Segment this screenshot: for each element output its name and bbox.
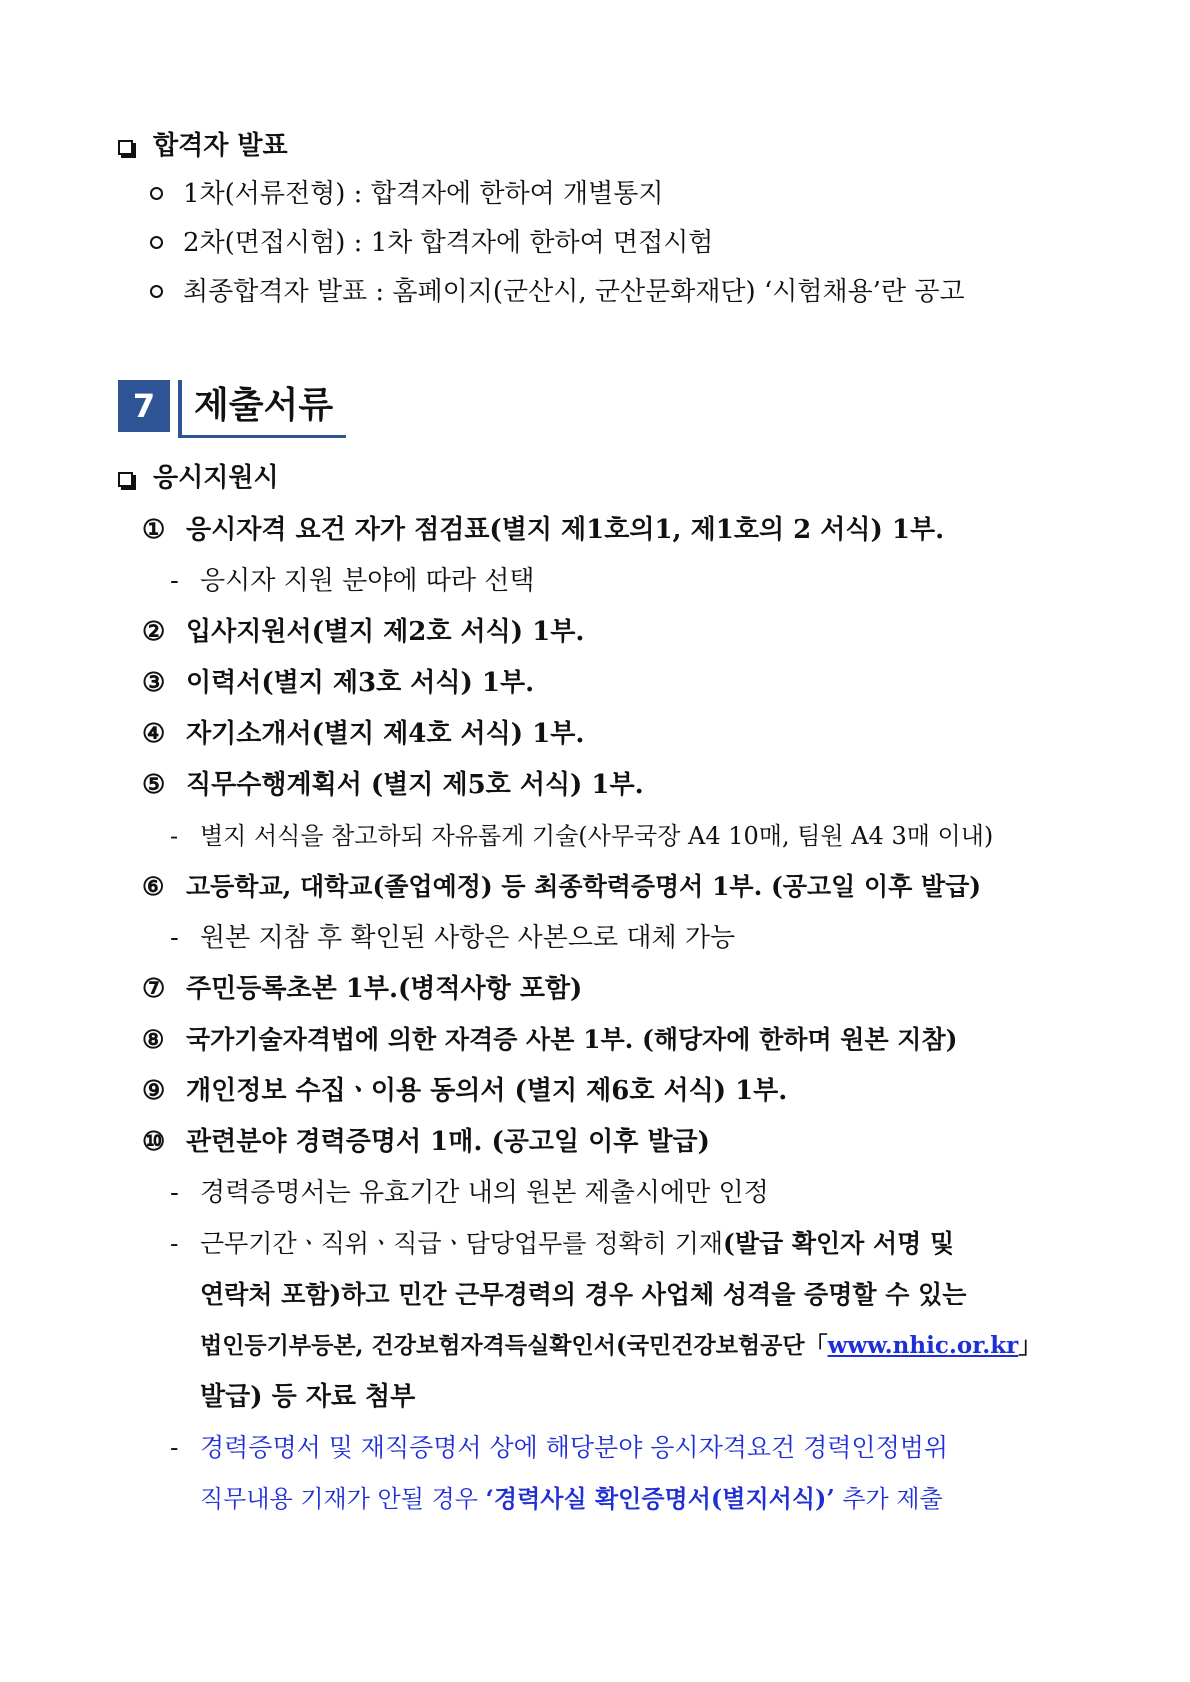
announce-item-1: 1차(서류전형) : 합격자에 한하여 개별통지 [150, 178, 664, 210]
doc-item-10-note-2: - 근무기간ㆍ직위ㆍ직급ㆍ담당업무를 정확히 기재(발급 확인자 서명 및 [170, 1229, 955, 1258]
circle-bullet-icon [150, 236, 163, 249]
doc-item-10-note-2-line-3: 법인등기부등본, 건강보험자격득실확인서(국민건강보험공단「www.nhic.or.kr」 [200, 1332, 1042, 1359]
doc-item-5-note: - 별지 서식을 참고하되 자유롭게 기술(사무국장 A4 10매, 팀원 A4 3매 이내) [170, 822, 994, 850]
section-underline [178, 435, 346, 438]
doc-item-5: ⑤ 직무수행계획서 (별지 제5호 서식) 1부. [142, 770, 644, 800]
doc-item-10-note-2-line-4: 발급) 등 자료 첨부 [200, 1382, 416, 1412]
checkbox-square-icon [118, 472, 133, 487]
doc-item-4: ④ 자기소개서(별지 제4호 서식) 1부. [142, 719, 585, 749]
section-heading [118, 380, 348, 432]
nhic-link[interactable]: www.nhic.or.kr [827, 1332, 1019, 1359]
doc-item-9: ⑨ 개인정보 수집ㆍ이용 동의서 (별지 제6호 서식) 1부. [142, 1076, 788, 1106]
doc-item-10: ⑩ 관련분야 경력증명서 1매. (공고일 이후 발급) [142, 1127, 710, 1157]
apply-header: 응시지원시 [118, 462, 279, 494]
section-title: 제출서류 [194, 385, 334, 426]
doc-item-3: ③ 이력서(별지 제3호 서식) 1부. [142, 668, 535, 698]
doc-item-10-note-3-line-2: 직무내용 기재가 안될 경우 ‘경력사실 확인증명서(별지서식)’ 추가 제출 [200, 1484, 943, 1513]
doc-item-8: ⑧ 국가기술자격법에 의한 자격증 사본 1부. (해당자에 한하며 원본 지참) [142, 1025, 958, 1054]
announce-item-3: 최종합격자 발표 : 홈페이지(군산시, 군산문화재단) ‘시험채용’란 공고 [150, 276, 965, 308]
doc-item-1-note: - 응시자 지원 분야에 따라 선택 [170, 566, 535, 596]
announce-item-2: 2차(면접시험) : 1차 합격자에 한하여 면접시험 [150, 227, 713, 259]
doc-item-10-note-3: - 경력증명서 및 재직증명서 상에 해당분야 응시자격요건 경력인정범위 [170, 1433, 949, 1462]
doc-item-6-note: - 원본 지참 후 확인된 사항은 사본으로 대체 가능 [170, 923, 736, 953]
circle-bullet-icon [150, 187, 163, 200]
announce-header: 합격자 발표 [118, 130, 288, 162]
circle-bullet-icon [150, 285, 163, 298]
doc-item-2: ② 입사지원서(별지 제2호 서식) 1부. [142, 617, 585, 647]
doc-item-10-note-1: - 경력증명서는 유효기간 내의 원본 제출시에만 인정 [170, 1178, 769, 1208]
checkbox-square-icon [118, 140, 133, 155]
doc-item-7: ⑦ 주민등록초본 1부.(병적사항 포함) [142, 974, 583, 1004]
doc-item-10-note-2-line-2: 연락처 포함)하고 민간 근무경력의 경우 사업체 성격을 증명할 수 있는 [200, 1280, 967, 1309]
section-divider-bar [178, 380, 182, 438]
section-number-badge: 7 [118, 380, 170, 432]
doc-item-6: ⑥ 고등학교, 대학교(졸업예정) 등 최종학력증명서 1부. (공고일 이후 발급) [142, 872, 982, 901]
doc-item-1: ① 응시자격 요건 자가 점검표(별지 제1호의1, 제1호의 2 서식) 1부. [142, 515, 945, 545]
